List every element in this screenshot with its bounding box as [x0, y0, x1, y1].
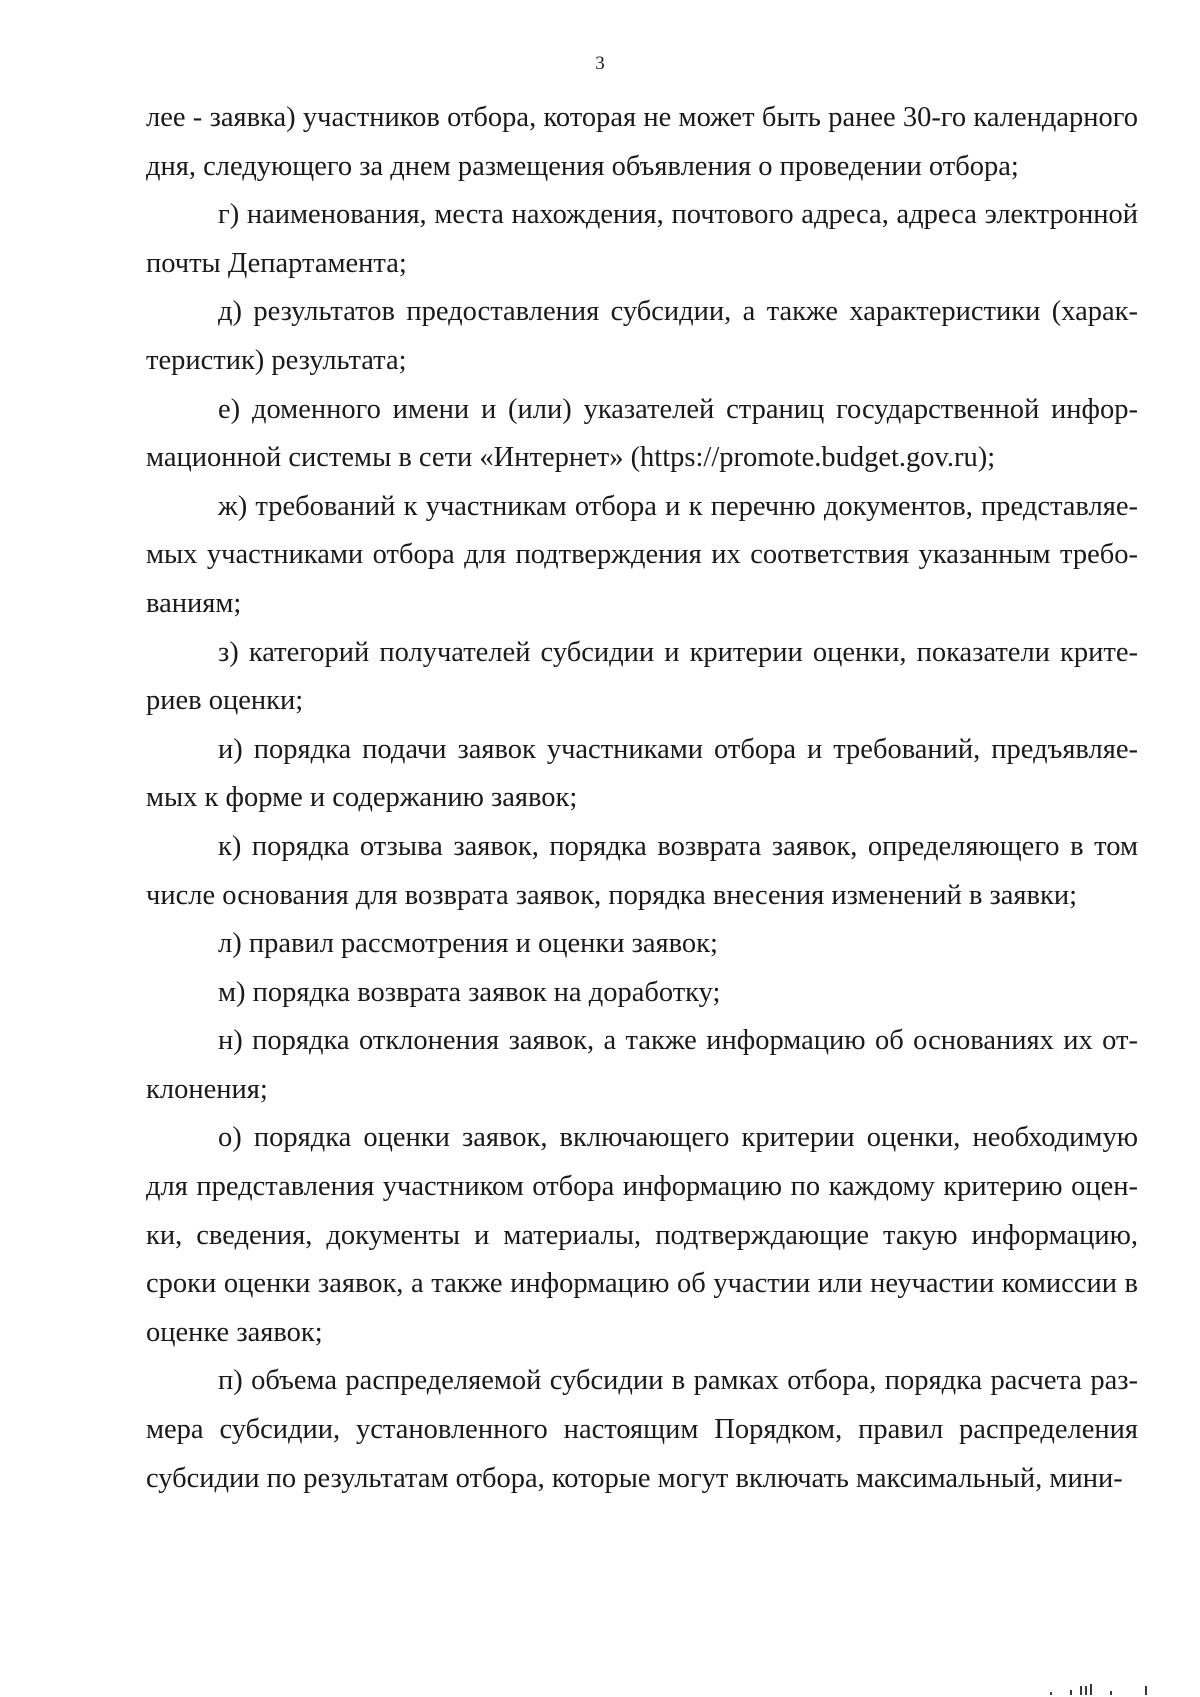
paragraph-item-o: о) порядка оценки заявок, включающего критерии оценки, необходимую для представления участником отбора информацию по каждому критерию оценки, сведения, документы и материалы, подтверждающие такую информацию, сроки оценки заявок, а также информацию об участии или неучастии комиссии в оценке заявок;: [146, 1122, 1138, 1348]
paragraph-item-k: к) порядка отзыва заявок, порядка возврата заявок, определяющего в том числе основания для возврата заявок, порядка внесения изменений в заявки;: [146, 830, 1138, 911]
paragraph-item-i: и) порядка подачи заявок участниками отбора и требований, предъявляемых к форме и содержанию заявок;: [146, 733, 1138, 814]
paragraph-item-n: н) порядка отклонения заявок, а также информацию об основаниях их отклонения;: [146, 1025, 1138, 1105]
document-body: [146, 94, 1138, 1503]
scan-artifact-marks: [1040, 1672, 1190, 1697]
paragraph-item-m: м) порядка возврата заявок на доработку;: [218, 976, 721, 1008]
paragraph-item-zh: ж) требований к участникам отбора и к перечню документов, представляемых участниками отбора для подтверждения их соответствия указанным требованиям;: [146, 490, 1138, 619]
paragraph-continuation: лее - заявка) участников отбора, которая не может быть ранее 30-го календарного дня, следующего за днем размещения объявления о проведении отбора;: [146, 102, 1138, 182]
paragraph-item-d: д) результатов предоставления субсидии, а также характеристики (характеристик) результата;: [146, 296, 1138, 376]
paragraph-item-l: л) правил рассмотрения и оценки заявок;: [218, 928, 718, 960]
paragraph-item-e: е) доменного имени и (или) указателей страниц государственной информационной системы в сети «Интернет» (https://promote.budget.gov.ru);: [146, 393, 1138, 474]
paragraph-item-g: г) наименования, места нахождения, почтового адреса, адреса электронной почты Департамента;: [146, 199, 1138, 279]
paragraph-item-p: п) объема распределяемой субсидии в рамках отбора, порядка расчета размера субсидии, установленного настоящим Порядком, правил распределения субсидии по результатам отбора, которые могут включать максимальный, мини-: [146, 1365, 1138, 1494]
paragraph-item-z: з) категорий получателей субсидии и критерии оценки, показатели критериев оценки;: [146, 636, 1138, 717]
page-number: 3: [595, 53, 605, 74]
